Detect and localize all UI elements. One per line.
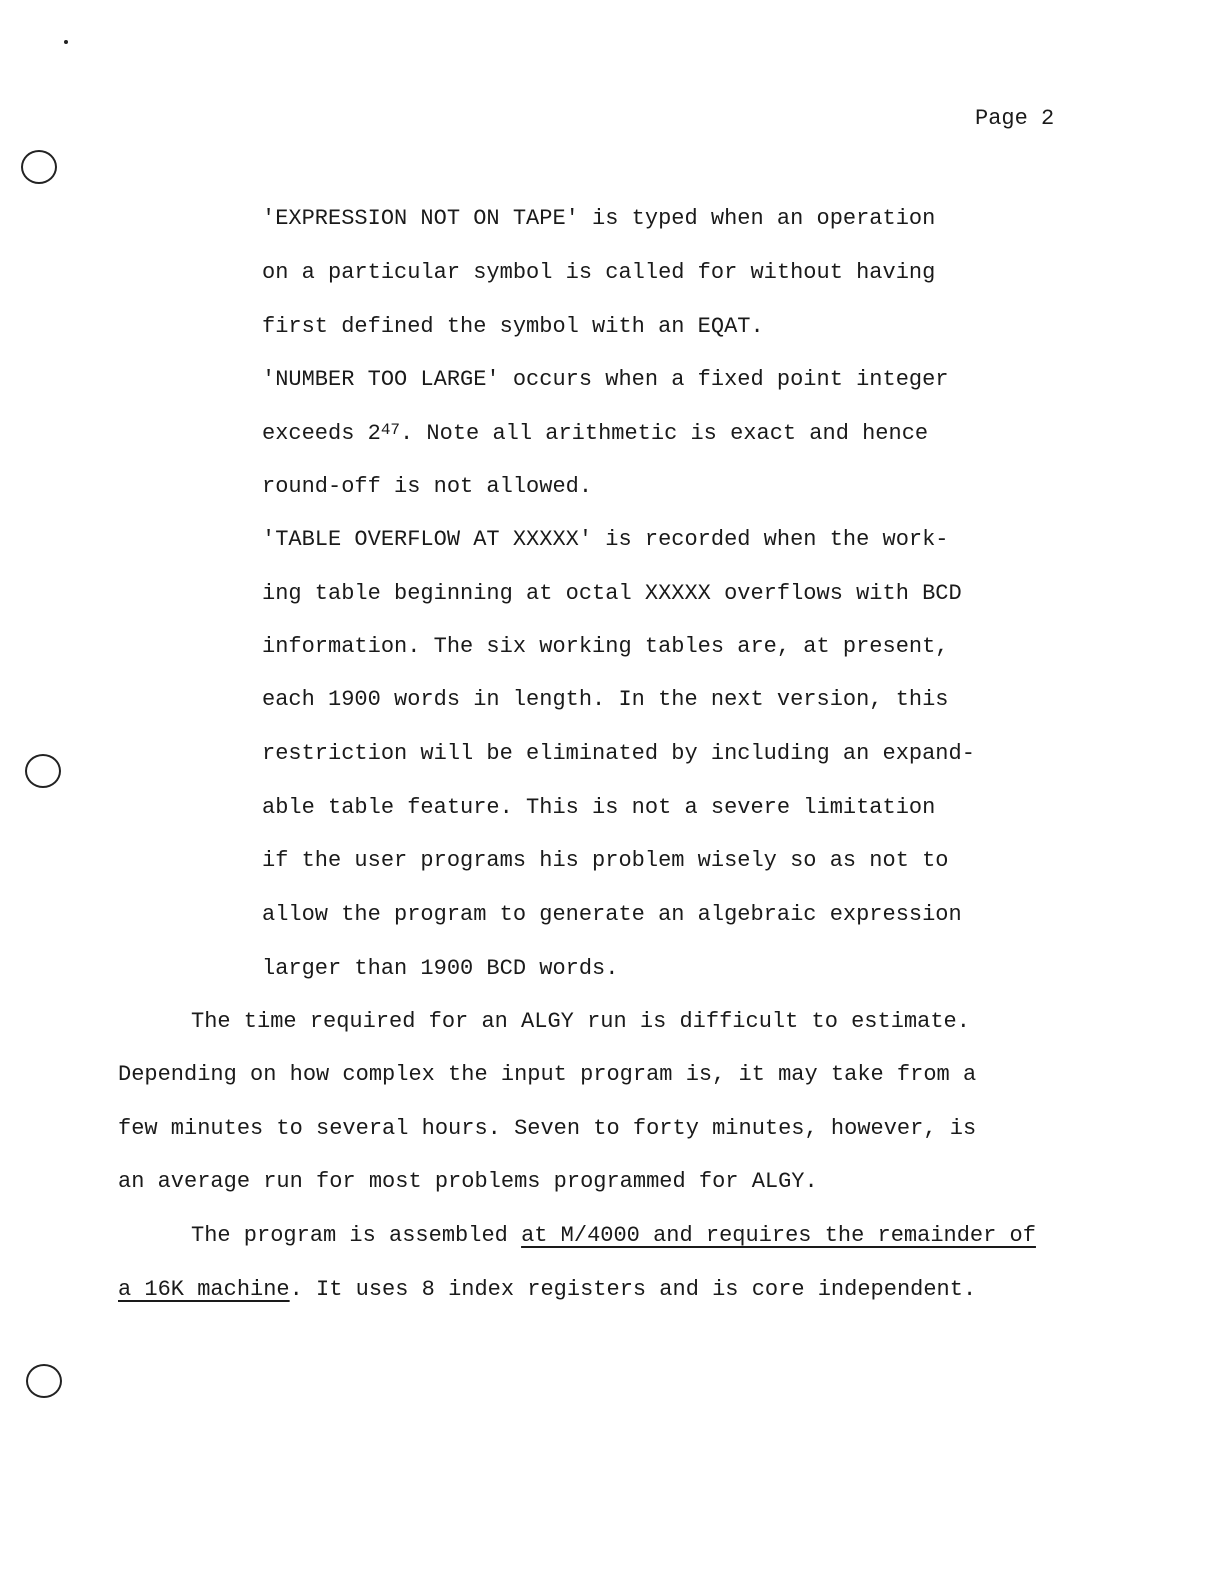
text-line: The time required for an ALGY run is difficult to estimate. xyxy=(191,1009,970,1034)
punch-hole-top xyxy=(21,150,57,184)
punch-hole-bottom xyxy=(26,1364,62,1398)
text-line: information. The six working tables are, at present, xyxy=(262,634,949,659)
text-line: first defined the symbol with an EQAT. xyxy=(262,314,764,339)
text-line xyxy=(191,1221,1036,1251)
text-line: allow the program to generate an algebraic expression xyxy=(262,902,962,927)
assembly-line2-underlined: a 16K machine xyxy=(118,1277,290,1302)
stray-mark xyxy=(64,40,68,44)
exceeds-prefix: exceeds 2 xyxy=(262,421,381,446)
text-line: each 1900 words in length. In the next version, this xyxy=(262,687,949,712)
text-line: ing table beginning at octal XXXXX overflows with BCD xyxy=(262,581,962,606)
assembly-line1-underlined: at M/4000 and requires the remainder of xyxy=(521,1223,1036,1248)
punch-hole-middle xyxy=(25,754,61,788)
text-line: 'NUMBER TOO LARGE' occurs when a fixed point integer xyxy=(262,367,949,392)
text-line: few minutes to several hours. Seven to forty minutes, however, is xyxy=(118,1116,977,1141)
text-line: restriction will be eliminated by including an expand- xyxy=(262,741,975,766)
text-line: Depending on how complex the input program is, it may take from a xyxy=(118,1062,977,1087)
exceeds-suffix: . Note all arithmetic is exact and hence xyxy=(400,421,929,446)
text-line: larger than 1900 BCD words. xyxy=(262,956,619,981)
assembly-line2-plain: . It uses 8 index registers and is core independent. xyxy=(289,1277,977,1302)
text-line: if the user programs his problem wisely so as not to xyxy=(262,848,949,873)
text-line: 'TABLE OVERFLOW AT XXXXX' is recorded when the work- xyxy=(262,527,949,552)
text-line: an average run for most problems programmed for ALGY. xyxy=(118,1169,818,1194)
page-number: Page 2 xyxy=(975,106,1055,131)
exponent: 47 xyxy=(380,421,401,439)
text-line xyxy=(118,1275,976,1305)
assembly-line1-plain: The program is assembled xyxy=(191,1223,522,1248)
text-line: on a particular symbol is called for without having xyxy=(262,260,936,285)
text-line: round-off is not allowed. xyxy=(262,474,593,499)
text-line: able table feature. This is not a severe limitation xyxy=(262,795,936,820)
text-line-exponent xyxy=(262,419,928,449)
text-line: 'EXPRESSION NOT ON TAPE' is typed when an operation xyxy=(262,206,936,231)
